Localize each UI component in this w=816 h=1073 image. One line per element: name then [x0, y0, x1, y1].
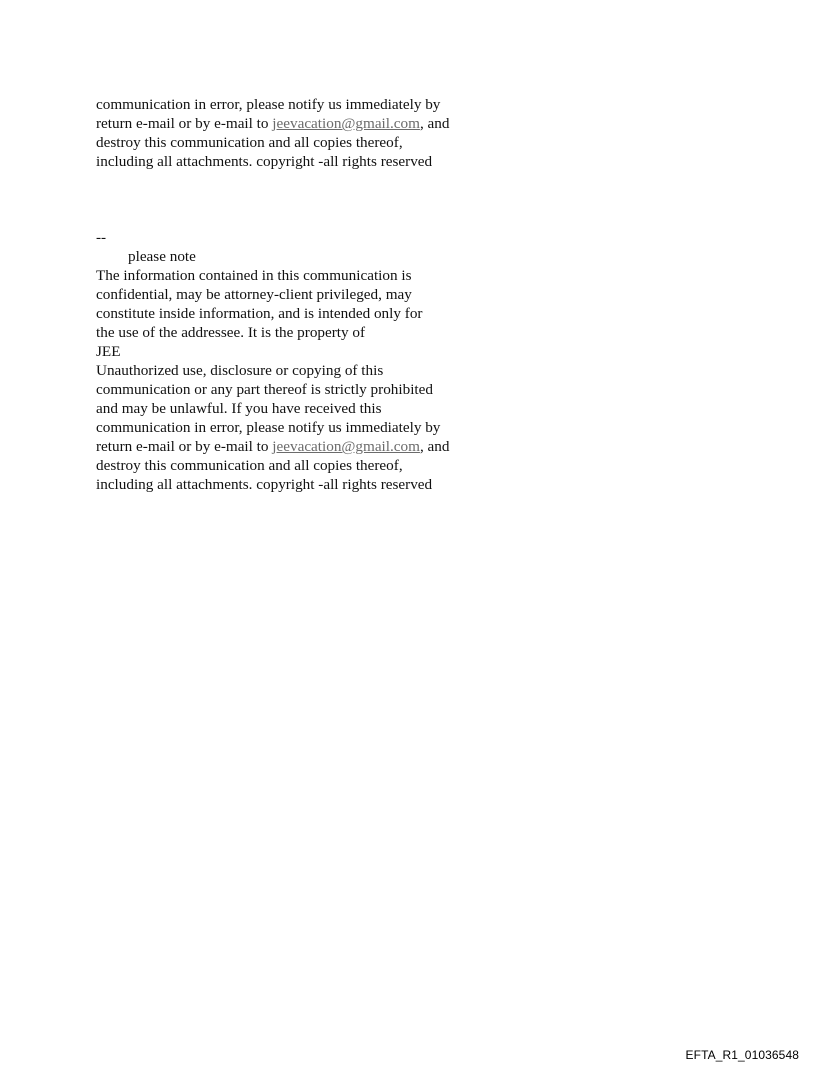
email-link[interactable]: jeevacation@gmail.com — [272, 438, 420, 455]
text-line: the use of the addressee. It is the property of — [96, 324, 366, 341]
text-line: including all attachments. copyright -all rights reserved — [96, 153, 433, 170]
text-fragment: return e-mail or by e-mail to — [96, 438, 273, 455]
text-fragment: return e-mail or by e-mail to — [96, 115, 273, 132]
text-fragment: , and — [419, 438, 450, 455]
text-line: communication in error, please notify us immediately by — [96, 419, 441, 436]
text-line: communication in error, please notify us immediately by — [96, 96, 441, 113]
document-id-stamp: EFTA_R1_01036548 — [685, 1048, 799, 1062]
text-line: and may be unlawful. If you have received this — [96, 400, 382, 417]
text-line: confidential, may be attorney-client privileged, may — [96, 286, 412, 303]
signature-separator: -- — [96, 229, 107, 246]
text-line-with-email — [96, 437, 556, 456]
email-link[interactable]: jeevacation@gmail.com — [272, 115, 420, 132]
text-line: Unauthorized use, disclosure or copying of this — [96, 362, 384, 379]
text-line: destroy this communication and all copies thereof, — [96, 457, 403, 474]
disclaimer-continuation — [96, 95, 556, 171]
text-line: communication or any part thereof is strictly prohibited — [96, 381, 433, 398]
text-line: constitute inside information, and is intended only for — [96, 305, 423, 322]
text-line: including all attachments. copyright -all rights reserved — [96, 476, 433, 493]
disclaimer-heading: please note — [128, 248, 196, 265]
signature-disclaimer — [96, 228, 556, 494]
text-line: destroy this communication and all copies thereof, — [96, 134, 403, 151]
text-line: The information contained in this communication is — [96, 267, 412, 284]
text-fragment: , and — [419, 115, 450, 132]
text-line: JEE — [96, 343, 121, 360]
text-line-with-email — [96, 114, 556, 133]
